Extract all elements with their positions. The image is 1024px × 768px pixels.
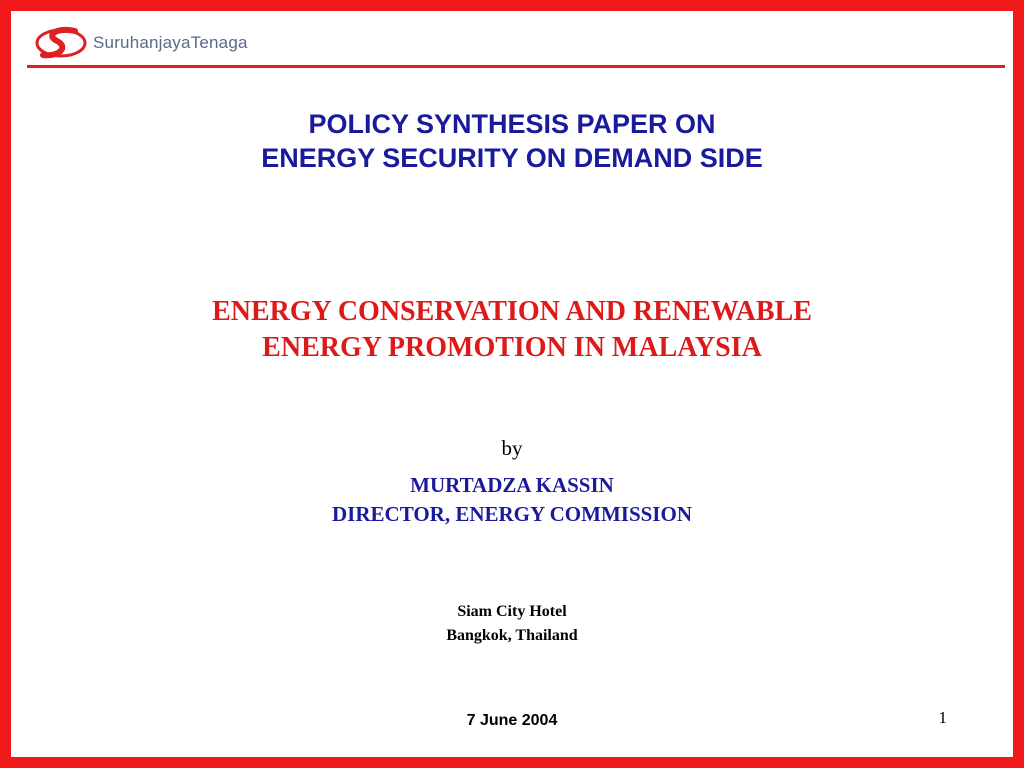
subtitle-line-1: ENERGY CONSERVATION AND RENEWABLE (212, 296, 812, 327)
page-subtitle (11, 294, 1013, 366)
author-name: MURTADZA KASSIN (410, 473, 614, 497)
title-line-1: POLICY SYNTHESIS PAPER ON (308, 109, 716, 139)
venue-line-1: Siam City Hotel (457, 603, 567, 620)
author-position: DIRECTOR, ENERGY COMMISSION (332, 502, 692, 526)
page-title (11, 107, 1013, 175)
title-line-2: ENERGY SECURITY ON DEMAND SIDE (261, 143, 763, 173)
page-number: 1 (938, 708, 947, 727)
subtitle-line-2: ENERGY PROMOTION IN MALAYSIA (262, 332, 762, 363)
venue-line-2: Bangkok, Thailand (446, 627, 578, 644)
swoosh-s-icon (35, 25, 89, 61)
byline: by (501, 436, 523, 460)
slide (11, 11, 1013, 757)
logo (35, 23, 248, 63)
author-block (11, 471, 1013, 529)
logo-text: SuruhanjayaTenaga (93, 33, 248, 52)
venue-block (11, 600, 1013, 648)
presentation-date: 7 June 2004 (466, 712, 558, 729)
header-rule (27, 65, 1005, 68)
